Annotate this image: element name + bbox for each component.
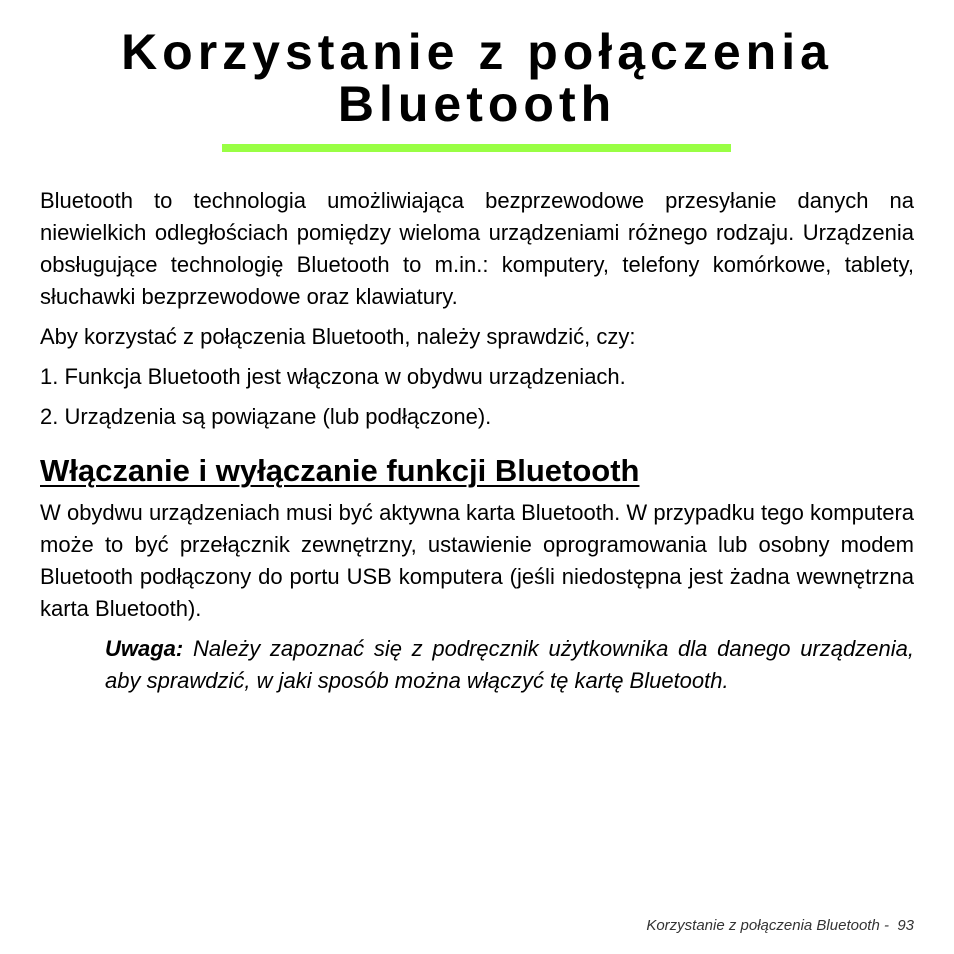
footer-running-title: Korzystanie z połączenia Bluetooth - bbox=[646, 917, 898, 934]
page-footer bbox=[646, 917, 914, 934]
page-number: 93 bbox=[897, 917, 914, 934]
check-lead-text: Aby korzystać z połączenia Bluetooth, należy sprawdzić, czy: bbox=[40, 324, 636, 349]
section-heading: Włączanie i wyłączanie funkcji Bluetooth bbox=[40, 453, 640, 488]
list-item: 2. Urządzenia są powiązane (lub podłączone). bbox=[40, 404, 492, 429]
intro-paragraph: Bluetooth to technologia umożliwiająca bezprzewodowe przesyłanie danych na niewielkich odległościach pomiędzy wieloma urządzeniami różnego rodzaju. Urządzenia obsługujące technologię Bluetooth to m.in.: komputery, telefony komórkowe, tablety, słuchawki bezprzewodowe oraz klawiatury. bbox=[40, 188, 914, 309]
title-underline-bar bbox=[222, 144, 731, 152]
note-block bbox=[105, 633, 914, 697]
section-paragraph: W obydwu urządzeniach musi być aktywna karta Bluetooth. W przypadku tego komputera może to być przełącznik zewnętrzny, ustawienie oprogramowania lub osobny modem Bluetooth podłączony do portu USB komputera (jeśli niedostępna jest żadna wewnętrzna karta Bluetooth). bbox=[40, 500, 914, 621]
list-item: 1. Funkcja Bluetooth jest włączona w obydwu urządzeniach. bbox=[40, 364, 626, 389]
page-title-line-2: Bluetooth bbox=[337, 76, 617, 132]
note-text: Należy zapoznać się z podręcznik użytkownika dla danego urządzenia, aby sprawdzić, w jaki sposób można włączyć tę kartę Bluetooth. bbox=[105, 636, 914, 693]
page-title-line-1: Korzystanie z połączenia bbox=[121, 24, 833, 80]
page-title bbox=[0, 26, 954, 130]
note-label: Uwaga: bbox=[105, 636, 184, 661]
page-content bbox=[40, 185, 914, 697]
